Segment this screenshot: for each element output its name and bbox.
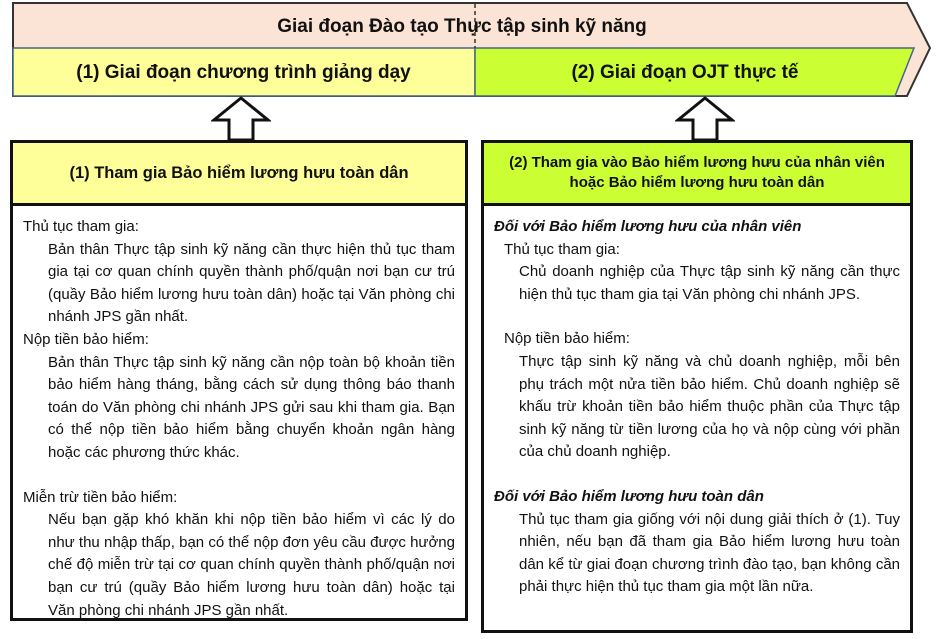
national-pension-box	[10, 140, 468, 621]
section-text: Nếu bạn gặp khó khăn khi nộp tiền bảo hiểm vì các lý do như thu nhập thấp, bạn có thể nộp đơn yêu cầu được hưởng chế độ miễn trừ tại cơ quan chính quyền thành phố/quận nơi bạn cư trú (quầy Bảo hiểm lương hưu toàn dân) hoặc tại Văn phòng chi nhánh JPS gần nhất.	[48, 511, 455, 619]
section-label: Nộp tiền bảo hiểm:	[504, 330, 630, 348]
section-label: Miễn trừ tiền bảo hiểm:	[23, 488, 178, 506]
phase-1-label: (1) Giai đoạn chương trình giảng dạy	[76, 62, 411, 83]
subheading: Đối với Bảo hiểm lương hưu của nhân viên	[494, 218, 802, 235]
section-label: Nộp tiền bảo hiểm:	[23, 330, 149, 348]
training-stage-title: Giai đoạn Đào tạo Thực tập sinh kỹ năng	[277, 16, 647, 37]
section-label: Thủ tục tham gia:	[23, 218, 139, 235]
up-arrow-icon	[211, 96, 271, 142]
box-title: (1) Tham gia Bảo hiểm lương hưu toàn dân	[13, 143, 465, 206]
up-arrow-icon	[675, 96, 735, 142]
subheading: Đối với Bảo hiểm lương hưu toàn dân	[494, 487, 764, 505]
employee-pension-box	[481, 140, 913, 633]
section-text: Thực tập sinh kỹ năng và chủ doanh nghiệp, mỗi bên phụ trách một nửa tiền bảo hiểm. Chủ doanh nghiệp sẽ khấu trừ khoản tiền bảo hiểm thuộc phần của Thực tập sinh kỹ năng từ tiền lương của họ và nộp cùng với phần của chủ doanh nghiệp.	[519, 352, 900, 461]
section-text: Chủ doanh nghiệp của Thực tập sinh kỹ năng cần thực hiện thủ tục tham gia tại Văn phòng chi nhánh JPS.	[519, 263, 900, 303]
section-text: Thủ tục tham gia giống với nội dung giải thích ở (1). Tuy nhiên, nếu bạn đã tham gia Bảo hiểm lương hưu toàn dân kể từ giai đoạn chương trình đào tạo, bạn không cần phải thực hiện thủ tục tham gia một lần nữa.	[519, 510, 900, 596]
phase-2-label: (2) Giai đoạn OJT thực tế	[571, 62, 799, 83]
section-text: Bản thân Thực tập sinh kỹ năng cần nộp toàn bộ khoản tiền bảo hiểm hàng tháng, bằng cách sử dụng thông báo thanh toán do Văn phòng chi nhánh JPS gửi sau khi tham gia. Bạn có thể nộp tiền bảo hiểm bằng chuyển khoản ngân hàng hoặc các phương thức khác.	[48, 353, 455, 461]
section-label: Thủ tục tham gia:	[504, 240, 620, 258]
box-title: (2) Tham gia vào Bảo hiểm lương hưu của nhân viên hoặc Bảo hiểm lương hưu toàn dân	[484, 143, 910, 206]
section-text: Bản thân Thực tập sinh kỹ năng cần thực hiện thủ tục tham gia tại cơ quan chính quyền thành phố/quận nơi bạn cư trú (quầy Bảo hiểm lương hưu toàn dân) hoặc tại Văn phòng chi nhánh JPS gần nhất.	[48, 240, 455, 326]
